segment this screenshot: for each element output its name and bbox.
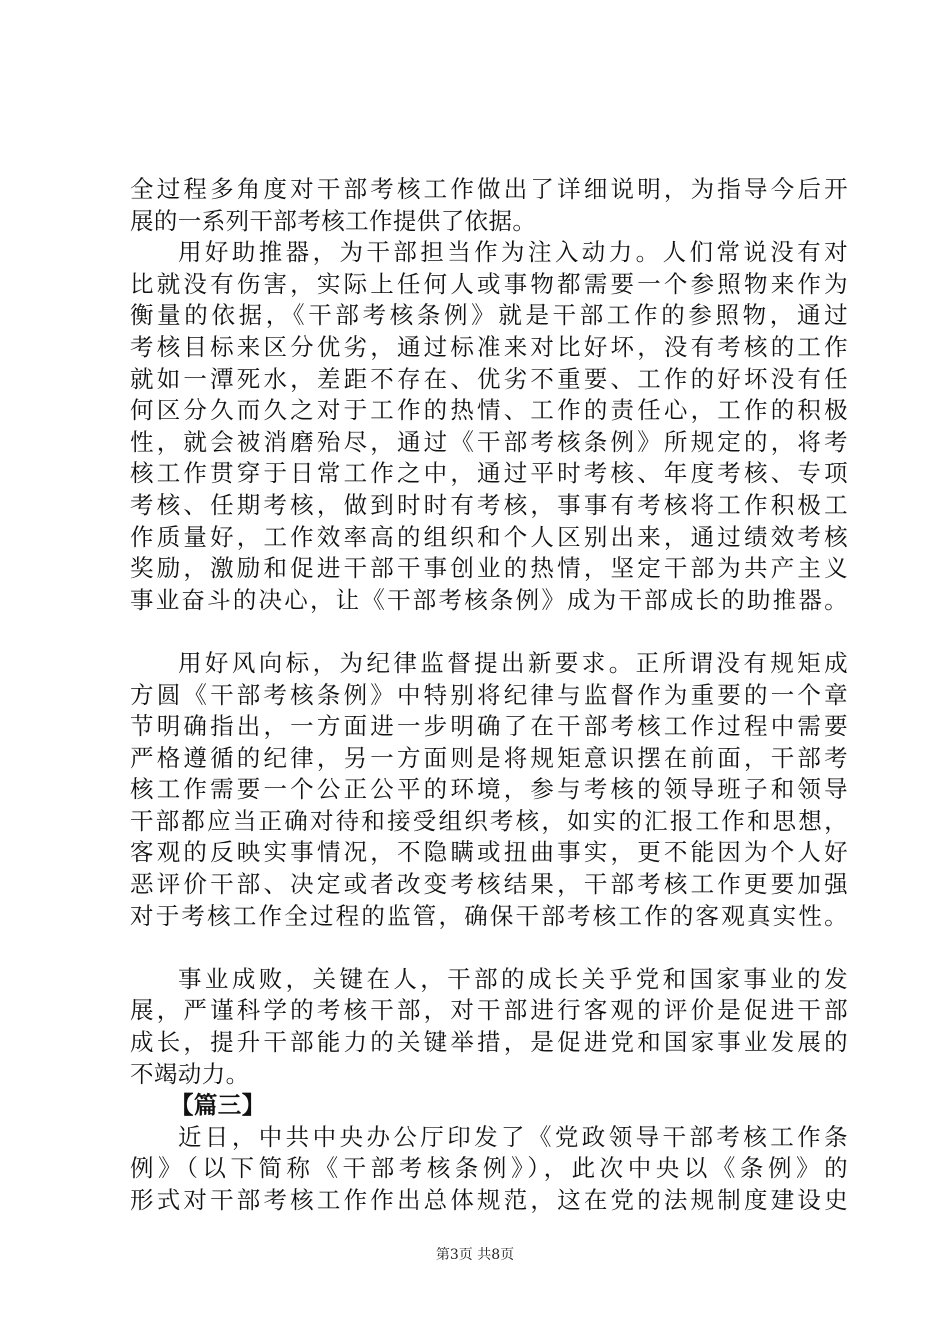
- text-line: 核工作贯穿于日常工作之中，通过平时考核、年度考核、专项: [130, 459, 848, 488]
- paragraph-5: [130, 1122, 848, 1217]
- text-line: 用好助推器，为干部担当作为注入动力。人们常说没有对: [178, 238, 848, 267]
- text-line: 性，就会被消磨殆尽，通过《干部考核条例》所规定的，将考: [130, 427, 848, 456]
- text-line: 成长，提升干部能力的关键举措，是促进党和国家事业发展的: [130, 1028, 848, 1057]
- text-line: 事业奋斗的决心，让《干部考核条例》成为干部成长的助推器。: [130, 585, 848, 614]
- paragraph-2: [130, 237, 848, 616]
- text-line: 用好风向标，为纪律监督提出新要求。正所谓没有规矩成: [178, 648, 848, 677]
- text-line: 例》（以下简称《干部考核条例》），此次中央以《条例》的: [130, 1154, 848, 1183]
- paragraph-spacer: [130, 616, 848, 648]
- text-line: 就如一潭死水，差距不存在、优劣不重要、工作的好坏没有任: [130, 364, 848, 393]
- text-line: 恶评价干部、决定或者改变考核结果，干部考核工作更要加强: [130, 870, 848, 899]
- text-line: 考核、任期考核，做到时时有考核，事事有考核将工作积极工: [130, 490, 848, 519]
- text-line: 比就没有伤害，实际上任何人或事物都需要一个参照物来作为: [130, 269, 848, 298]
- text-line: 客观的反映实事情况，不隐瞒或扭曲事实，更不能因为个人好: [130, 838, 848, 867]
- text-line: 对于考核工作全过程的监管，确保干部考核工作的客观真实性。: [130, 901, 848, 930]
- text-line: 衡量的依据，《干部考核条例》就是干部工作的参照物，通过: [130, 301, 848, 330]
- text-line: 考核目标来区分优劣，通过标准来对比好坏，没有考核的工作: [130, 332, 848, 361]
- section-heading: 【篇三】: [170, 1091, 266, 1120]
- text-line: 干部都应当正确对待和接受组织考核，如实的汇报工作和思想，: [130, 806, 848, 835]
- paragraph-4: [130, 964, 848, 1090]
- text-line: 全过程多角度对干部考核工作做出了详细说明，为指导今后开: [130, 175, 848, 203]
- text-line: 近日，中共中央办公厅印发了《党政领导干部考核工作条: [178, 1122, 848, 1151]
- text-line: 形式对干部考核工作作出总体规范，这在党的法规制度建设史: [130, 1186, 848, 1214]
- paragraph-spacer: [130, 932, 848, 964]
- document-body: [130, 174, 848, 1217]
- text-line: 严格遵循的纪律，另一方面则是将规矩意识摆在前面，干部考: [130, 743, 848, 772]
- text-line: 不竭动力。: [130, 1059, 250, 1088]
- paragraph-3: [130, 648, 848, 932]
- paragraph-1: [130, 174, 848, 237]
- text-line: 何区分久而久之对于工作的热情、工作的责任心，工作的积极: [130, 396, 848, 425]
- text-line: 方圆《干部考核条例》中特别将纪律与监督作为重要的一个章: [130, 680, 848, 709]
- text-line: 奖励，激励和促进干部干事创业的热情，坚定干部为共产主义: [130, 554, 848, 583]
- text-line: 核工作需要一个公正公平的环境，参与考核的领导班子和领导: [130, 775, 848, 804]
- text-line: 展，严谨科学的考核干部，对干部进行客观的评价是促进干部: [130, 996, 848, 1025]
- page-number: 第3页 共8页: [435, 1247, 515, 1263]
- text-line: 展的一系列干部考核工作提供了依据。: [130, 206, 537, 235]
- text-line: 事业成败，关键在人，干部的成长关乎党和国家事业的发: [178, 964, 848, 993]
- text-line: 节明确指出，一方面进一步明确了在干部考核工作过程中需要: [130, 712, 848, 741]
- text-line: 作质量好，工作效率高的组织和个人区别出来，通过绩效考核: [130, 522, 848, 551]
